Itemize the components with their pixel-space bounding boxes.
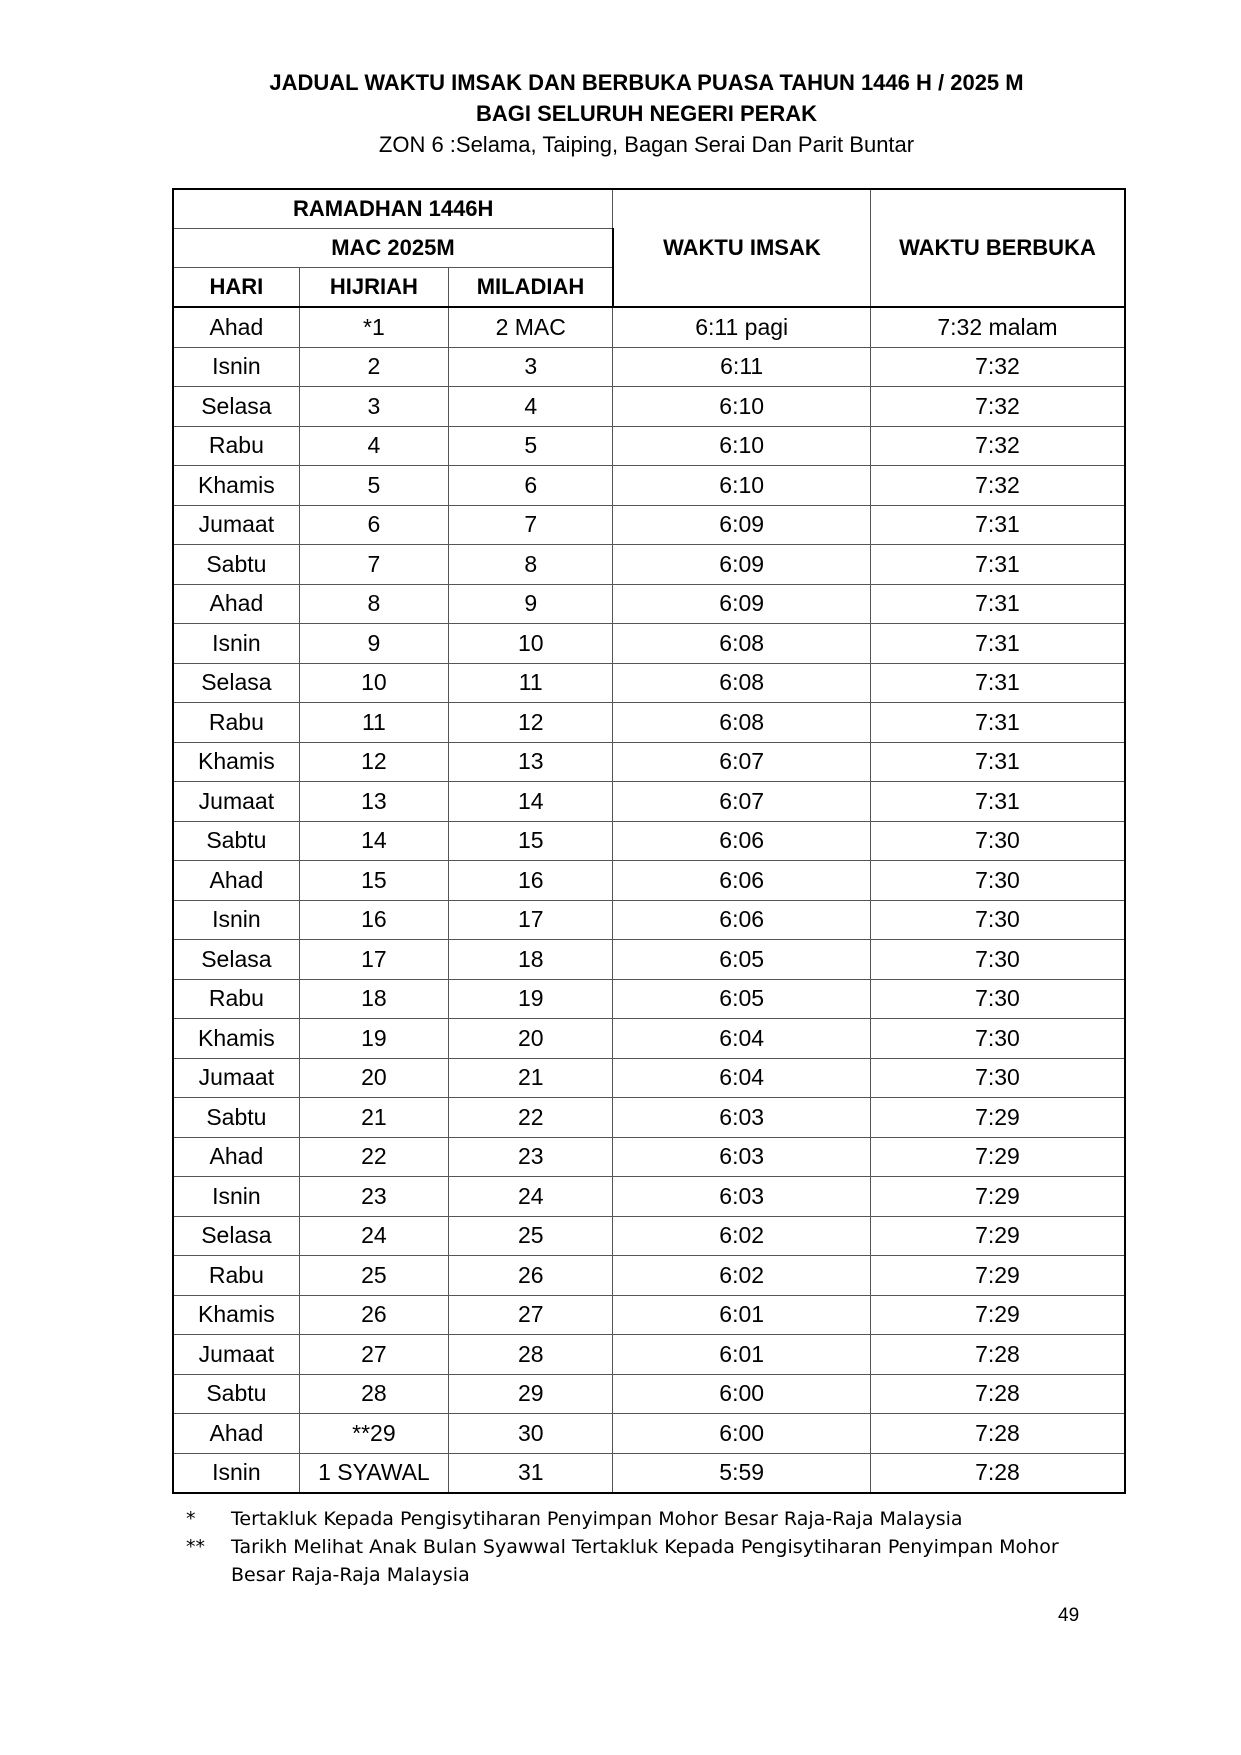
cell-hari: Ahad — [173, 1414, 299, 1454]
cell-miladiah: 24 — [449, 1177, 613, 1217]
cell-berbuka: 7:32 — [870, 347, 1125, 387]
cell-miladiah: 12 — [449, 703, 613, 743]
table-row — [173, 426, 1125, 466]
cell-imsak: 6:00 — [613, 1414, 871, 1454]
cell-berbuka: 7:30 — [870, 940, 1125, 980]
cell-miladiah: 31 — [449, 1453, 613, 1493]
cell-imsak: 6:11 pagi — [613, 307, 871, 347]
table-row — [173, 1256, 1125, 1296]
cell-hari: Ahad — [173, 861, 299, 901]
cell-imsak: 6:09 — [613, 545, 871, 585]
cell-berbuka: 7:31 — [870, 782, 1125, 822]
cell-berbuka: 7:30 — [870, 1019, 1125, 1059]
cell-berbuka: 7:30 — [870, 900, 1125, 940]
cell-miladiah: 17 — [449, 900, 613, 940]
cell-miladiah: 10 — [449, 624, 613, 664]
table-row — [173, 624, 1125, 664]
cell-miladiah: 26 — [449, 1256, 613, 1296]
cell-imsak: 6:09 — [613, 584, 871, 624]
footnote-1 — [186, 1505, 1059, 1533]
cell-berbuka: 7:31 — [870, 742, 1125, 782]
cell-hari: Jumaat — [173, 1335, 299, 1375]
cell-miladiah: 20 — [449, 1019, 613, 1059]
footnote-2-continuation: Besar Raja-Raja Malaysia — [231, 1564, 470, 1586]
cell-miladiah: 25 — [449, 1216, 613, 1256]
cell-berbuka: 7:32 malam — [870, 307, 1125, 347]
cell-hari: Isnin — [173, 347, 299, 387]
cell-imsak: 6:05 — [613, 940, 871, 980]
cell-miladiah: 29 — [449, 1374, 613, 1414]
table-row — [173, 979, 1125, 1019]
cell-miladiah: 15 — [449, 821, 613, 861]
cell-hijriah: 4 — [299, 426, 448, 466]
cell-berbuka: 7:29 — [870, 1256, 1125, 1296]
cell-hari: Selasa — [173, 1216, 299, 1256]
cell-hijriah: 20 — [299, 1058, 448, 1098]
cell-berbuka: 7:31 — [870, 505, 1125, 545]
cell-berbuka: 7:30 — [870, 821, 1125, 861]
cell-hari: Isnin — [173, 1453, 299, 1493]
cell-miladiah: 7 — [449, 505, 613, 545]
footnote-1-text: Tertakluk Kepada Pengisytiharan Penyimpan Mohor Besar Raja-Raja Malaysia — [231, 1508, 963, 1530]
cell-miladiah: 22 — [449, 1098, 613, 1138]
cell-miladiah: 23 — [449, 1137, 613, 1177]
cell-miladiah: 2 MAC — [449, 307, 613, 347]
cell-imsak: 6:09 — [613, 505, 871, 545]
cell-hari: Selasa — [173, 663, 299, 703]
cell-imsak: 6:10 — [613, 426, 871, 466]
cell-berbuka: 7:30 — [870, 979, 1125, 1019]
cell-hijriah: 17 — [299, 940, 448, 980]
cell-berbuka: 7:29 — [870, 1137, 1125, 1177]
cell-imsak: 6:08 — [613, 624, 871, 664]
table-row — [173, 505, 1125, 545]
page-title-line2: BAGI SELURUH NEGERI PERAK — [475, 101, 818, 126]
table-row — [173, 821, 1125, 861]
table-row — [173, 900, 1125, 940]
cell-miladiah: 18 — [449, 940, 613, 980]
cell-imsak: 6:00 — [613, 1374, 871, 1414]
cell-miladiah: 4 — [449, 387, 613, 427]
cell-hijriah: 24 — [299, 1216, 448, 1256]
cell-imsak: 6:08 — [613, 703, 871, 743]
header-mac: MAC 2025M — [173, 229, 613, 268]
cell-miladiah: 19 — [449, 979, 613, 1019]
cell-hari: Jumaat — [173, 782, 299, 822]
header-waktu-berbuka: WAKTU BERBUKA — [870, 189, 1125, 307]
cell-berbuka: 7:31 — [870, 584, 1125, 624]
cell-berbuka: 7:31 — [870, 663, 1125, 703]
header-hijriah: HIJRIAH — [299, 268, 448, 308]
table-row — [173, 940, 1125, 980]
cell-berbuka: 7:31 — [870, 624, 1125, 664]
cell-hari: Ahad — [173, 307, 299, 347]
cell-miladiah: 5 — [449, 426, 613, 466]
table-row — [173, 1019, 1125, 1059]
cell-berbuka: 7:30 — [870, 861, 1125, 901]
cell-hijriah: 5 — [299, 466, 448, 506]
table-row — [173, 861, 1125, 901]
cell-hari: Sabtu — [173, 1374, 299, 1414]
cell-berbuka: 7:32 — [870, 387, 1125, 427]
cell-hijriah: 26 — [299, 1295, 448, 1335]
cell-hijriah: 14 — [299, 821, 448, 861]
cell-imsak: 6:11 — [613, 347, 871, 387]
cell-hijriah: 7 — [299, 545, 448, 585]
cell-hijriah: 19 — [299, 1019, 448, 1059]
table-row — [173, 387, 1125, 427]
cell-hari: Selasa — [173, 940, 299, 980]
cell-miladiah: 27 — [449, 1295, 613, 1335]
cell-berbuka: 7:29 — [870, 1177, 1125, 1217]
header-waktu-imsak: WAKTU IMSAK — [613, 189, 871, 307]
cell-hijriah: **29 — [299, 1414, 448, 1454]
table-row — [173, 703, 1125, 743]
cell-hari: Isnin — [173, 900, 299, 940]
cell-hijriah: 28 — [299, 1374, 448, 1414]
cell-hari: Khamis — [173, 1019, 299, 1059]
cell-berbuka: 7:29 — [870, 1098, 1125, 1138]
cell-berbuka: 7:32 — [870, 426, 1125, 466]
table-row — [173, 1177, 1125, 1217]
cell-imsak: 6:03 — [613, 1098, 871, 1138]
cell-hijriah: 6 — [299, 505, 448, 545]
cell-berbuka: 7:29 — [870, 1295, 1125, 1335]
cell-hari: Ahad — [173, 584, 299, 624]
cell-miladiah: 30 — [449, 1414, 613, 1454]
cell-hari: Khamis — [173, 1295, 299, 1335]
table-row — [173, 584, 1125, 624]
page-title-line1: JADUAL WAKTU IMSAK DAN BERBUKA PUASA TAHUN 1446 H / 2025 M — [269, 70, 1024, 95]
cell-hari: Rabu — [173, 703, 299, 743]
cell-hijriah: 13 — [299, 782, 448, 822]
cell-hijriah: 22 — [299, 1137, 448, 1177]
cell-hijriah: *1 — [299, 307, 448, 347]
cell-imsak: 6:02 — [613, 1256, 871, 1296]
table-row — [173, 545, 1125, 585]
timetable — [172, 188, 1126, 1494]
cell-berbuka: 7:30 — [870, 1058, 1125, 1098]
cell-imsak: 6:07 — [613, 742, 871, 782]
table-row — [173, 663, 1125, 703]
cell-hijriah: 25 — [299, 1256, 448, 1296]
cell-miladiah: 9 — [449, 584, 613, 624]
cell-imsak: 6:04 — [613, 1058, 871, 1098]
cell-imsak: 6:10 — [613, 387, 871, 427]
cell-hijriah: 8 — [299, 584, 448, 624]
cell-imsak: 6:02 — [613, 1216, 871, 1256]
cell-miladiah: 3 — [449, 347, 613, 387]
table-row — [173, 1098, 1125, 1138]
cell-imsak: 6:01 — [613, 1295, 871, 1335]
cell-hijriah: 18 — [299, 979, 448, 1019]
cell-imsak: 6:03 — [613, 1137, 871, 1177]
footnote-2-mark: ** — [186, 1536, 205, 1558]
header-miladiah: MILADIAH — [449, 268, 613, 308]
cell-berbuka: 7:28 — [870, 1453, 1125, 1493]
cell-hijriah: 9 — [299, 624, 448, 664]
cell-miladiah: 28 — [449, 1335, 613, 1375]
cell-imsak: 6:08 — [613, 663, 871, 703]
cell-hari: Jumaat — [173, 1058, 299, 1098]
cell-hari: Ahad — [173, 1137, 299, 1177]
table-body — [173, 307, 1125, 1493]
cell-miladiah: 14 — [449, 782, 613, 822]
cell-imsak: 6:06 — [613, 861, 871, 901]
cell-hijriah: 11 — [299, 703, 448, 743]
footnote-1-mark: * — [186, 1508, 196, 1530]
cell-hari: Rabu — [173, 979, 299, 1019]
cell-berbuka: 7:29 — [870, 1216, 1125, 1256]
cell-hari: Selasa — [173, 387, 299, 427]
cell-imsak: 6:07 — [613, 782, 871, 822]
table-row — [173, 742, 1125, 782]
table-row — [173, 1295, 1125, 1335]
cell-imsak: 6:04 — [613, 1019, 871, 1059]
cell-hari: Isnin — [173, 1177, 299, 1217]
cell-miladiah: 6 — [449, 466, 613, 506]
header-hari: HARI — [173, 268, 299, 308]
table-row — [173, 782, 1125, 822]
cell-imsak: 6:06 — [613, 900, 871, 940]
cell-imsak: 6:06 — [613, 821, 871, 861]
table-row — [173, 307, 1125, 347]
cell-berbuka: 7:32 — [870, 466, 1125, 506]
footnote-2 — [186, 1533, 1059, 1561]
table-row — [173, 1414, 1125, 1454]
cell-hijriah: 1 SYAWAL — [299, 1453, 448, 1493]
cell-hijriah: 16 — [299, 900, 448, 940]
cell-hari: Sabtu — [173, 545, 299, 585]
cell-hari: Sabtu — [173, 1098, 299, 1138]
cell-hari: Khamis — [173, 466, 299, 506]
cell-imsak: 6:01 — [613, 1335, 871, 1375]
cell-hari: Jumaat — [173, 505, 299, 545]
cell-miladiah: 21 — [449, 1058, 613, 1098]
cell-hijriah: 15 — [299, 861, 448, 901]
cell-berbuka: 7:28 — [870, 1374, 1125, 1414]
cell-miladiah: 8 — [449, 545, 613, 585]
table-row — [173, 1374, 1125, 1414]
table-row — [173, 1453, 1125, 1493]
cell-imsak: 6:03 — [613, 1177, 871, 1217]
cell-berbuka: 7:28 — [870, 1335, 1125, 1375]
footnotes — [186, 1505, 1059, 1589]
cell-hijriah: 23 — [299, 1177, 448, 1217]
table-row — [173, 1216, 1125, 1256]
table-row — [173, 1058, 1125, 1098]
cell-hari: Isnin — [173, 624, 299, 664]
cell-hari: Sabtu — [173, 821, 299, 861]
table-row — [173, 1137, 1125, 1177]
cell-hari: Rabu — [173, 1256, 299, 1296]
cell-miladiah: 11 — [449, 663, 613, 703]
cell-hijriah: 3 — [299, 387, 448, 427]
table-row — [173, 466, 1125, 506]
cell-imsak: 5:59 — [613, 1453, 871, 1493]
zone-subtitle: ZON 6 :Selama, Taiping, Bagan Serai Dan Parit Buntar — [378, 132, 915, 157]
cell-miladiah: 16 — [449, 861, 613, 901]
cell-hijriah: 2 — [299, 347, 448, 387]
cell-berbuka: 7:28 — [870, 1414, 1125, 1454]
cell-hijriah: 21 — [299, 1098, 448, 1138]
cell-hijriah: 10 — [299, 663, 448, 703]
cell-miladiah: 13 — [449, 742, 613, 782]
cell-hari: Rabu — [173, 426, 299, 466]
cell-hijriah: 27 — [299, 1335, 448, 1375]
cell-berbuka: 7:31 — [870, 703, 1125, 743]
page-number: 49 — [1058, 1605, 1080, 1626]
table-row — [173, 1335, 1125, 1375]
header-ramadhan: RAMADHAN 1446H — [173, 189, 613, 229]
cell-hari: Khamis — [173, 742, 299, 782]
footnote-2-text: Tarikh Melihat Anak Bulan Syawwal Tertakluk Kepada Pengisytiharan Penyimpan Mohor — [231, 1536, 1059, 1558]
cell-imsak: 6:05 — [613, 979, 871, 1019]
cell-imsak: 6:10 — [613, 466, 871, 506]
cell-hijriah: 12 — [299, 742, 448, 782]
table-row — [173, 347, 1125, 387]
cell-berbuka: 7:31 — [870, 545, 1125, 585]
